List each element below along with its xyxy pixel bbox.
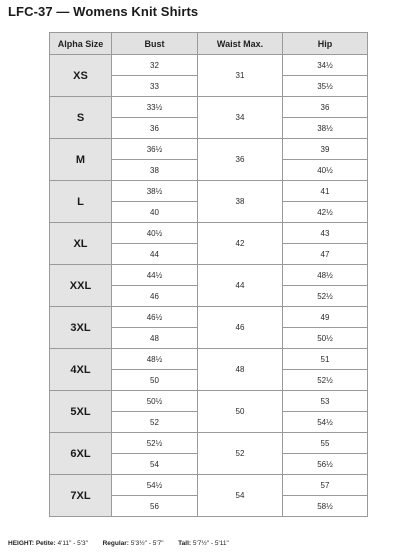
hip-cell: 51 xyxy=(283,349,368,370)
waist-cell: 34 xyxy=(198,97,283,139)
table-row xyxy=(50,391,368,412)
hip-cell: 56½ xyxy=(283,454,368,475)
bust-cell: 50 xyxy=(112,370,198,391)
table-row xyxy=(50,433,368,454)
waist-cell: 38 xyxy=(198,181,283,223)
bust-cell: 40 xyxy=(112,202,198,223)
alpha-size-cell: XS xyxy=(50,55,112,97)
table-row xyxy=(50,223,368,244)
table-row xyxy=(50,307,368,328)
height-label: HEIGHT: xyxy=(8,540,34,547)
alpha-size-cell: 5XL xyxy=(50,391,112,433)
table-row xyxy=(50,475,368,496)
header-hip: Hip xyxy=(283,33,368,55)
bust-cell: 33 xyxy=(112,76,198,97)
bust-cell: 54 xyxy=(112,454,198,475)
alpha-size-cell: 7XL xyxy=(50,475,112,517)
bust-cell: 54½ xyxy=(112,475,198,496)
bust-cell: 44 xyxy=(112,244,198,265)
alpha-size-cell: S xyxy=(50,97,112,139)
bust-cell: 36½ xyxy=(112,139,198,160)
header-alpha-size: Alpha Size xyxy=(50,33,112,55)
page-title: LFC-37 — Womens Knit Shirts xyxy=(8,4,199,19)
waist-cell: 50 xyxy=(198,391,283,433)
hip-cell: 49 xyxy=(283,307,368,328)
bust-cell: 48 xyxy=(112,328,198,349)
header-bust: Bust xyxy=(112,33,198,55)
waist-cell: 44 xyxy=(198,265,283,307)
table-header-row xyxy=(50,33,368,55)
bust-cell: 46 xyxy=(112,286,198,307)
waist-cell: 31 xyxy=(198,55,283,97)
table-row xyxy=(50,265,368,286)
alpha-size-cell: XXL xyxy=(50,265,112,307)
table-row xyxy=(50,139,368,160)
hip-cell: 39 xyxy=(283,139,368,160)
waist-cell: 52 xyxy=(198,433,283,475)
bust-cell: 40½ xyxy=(112,223,198,244)
table-body xyxy=(50,55,368,517)
alpha-size-cell: XL xyxy=(50,223,112,265)
hip-cell: 47 xyxy=(283,244,368,265)
hip-cell: 35½ xyxy=(283,76,368,97)
hip-cell: 50½ xyxy=(283,328,368,349)
table-row xyxy=(50,55,368,76)
hip-cell: 36 xyxy=(283,97,368,118)
alpha-size-cell: 3XL xyxy=(50,307,112,349)
alpha-size-cell: 4XL xyxy=(50,349,112,391)
alpha-size-cell: M xyxy=(50,139,112,181)
hip-cell: 52½ xyxy=(283,370,368,391)
bust-cell: 56 xyxy=(112,496,198,517)
bust-cell: 38 xyxy=(112,160,198,181)
waist-cell: 42 xyxy=(198,223,283,265)
table-row xyxy=(50,97,368,118)
hip-cell: 53 xyxy=(283,391,368,412)
bust-cell: 48½ xyxy=(112,349,198,370)
regular-value: 5'3½" - 5'7" xyxy=(130,540,164,547)
table-row xyxy=(50,181,368,202)
petite-label: Petite: xyxy=(35,540,56,547)
hip-cell: 48½ xyxy=(283,265,368,286)
size-chart-table xyxy=(49,32,368,517)
waist-cell: 46 xyxy=(198,307,283,349)
petite-value: 4'11" - 5'3" xyxy=(57,540,88,547)
bust-cell: 44½ xyxy=(112,265,198,286)
hip-cell: 57 xyxy=(283,475,368,496)
bust-cell: 52 xyxy=(112,412,198,433)
bust-cell: 32 xyxy=(112,55,198,76)
tall-label: Tall: xyxy=(178,540,192,547)
hip-cell: 58½ xyxy=(283,496,368,517)
waist-cell: 48 xyxy=(198,349,283,391)
header-waist-max: Waist Max. xyxy=(198,33,283,55)
waist-cell: 54 xyxy=(198,475,283,517)
hip-cell: 34½ xyxy=(283,55,368,76)
table-row xyxy=(50,349,368,370)
bust-cell: 36 xyxy=(112,118,198,139)
bust-cell: 38½ xyxy=(112,181,198,202)
bust-cell: 46½ xyxy=(112,307,198,328)
tall-value: 5'7½" - 5'11" xyxy=(192,540,229,547)
hip-cell: 54½ xyxy=(283,412,368,433)
bust-cell: 52½ xyxy=(112,433,198,454)
waist-cell: 36 xyxy=(198,139,283,181)
height-footer xyxy=(8,540,229,547)
bust-cell: 50½ xyxy=(112,391,198,412)
hip-cell: 42½ xyxy=(283,202,368,223)
alpha-size-cell: L xyxy=(50,181,112,223)
hip-cell: 52½ xyxy=(283,286,368,307)
regular-label: Regular: xyxy=(102,540,129,547)
hip-cell: 43 xyxy=(283,223,368,244)
alpha-size-cell: 6XL xyxy=(50,433,112,475)
hip-cell: 41 xyxy=(283,181,368,202)
hip-cell: 55 xyxy=(283,433,368,454)
hip-cell: 38½ xyxy=(283,118,368,139)
hip-cell: 40½ xyxy=(283,160,368,181)
bust-cell: 33½ xyxy=(112,97,198,118)
